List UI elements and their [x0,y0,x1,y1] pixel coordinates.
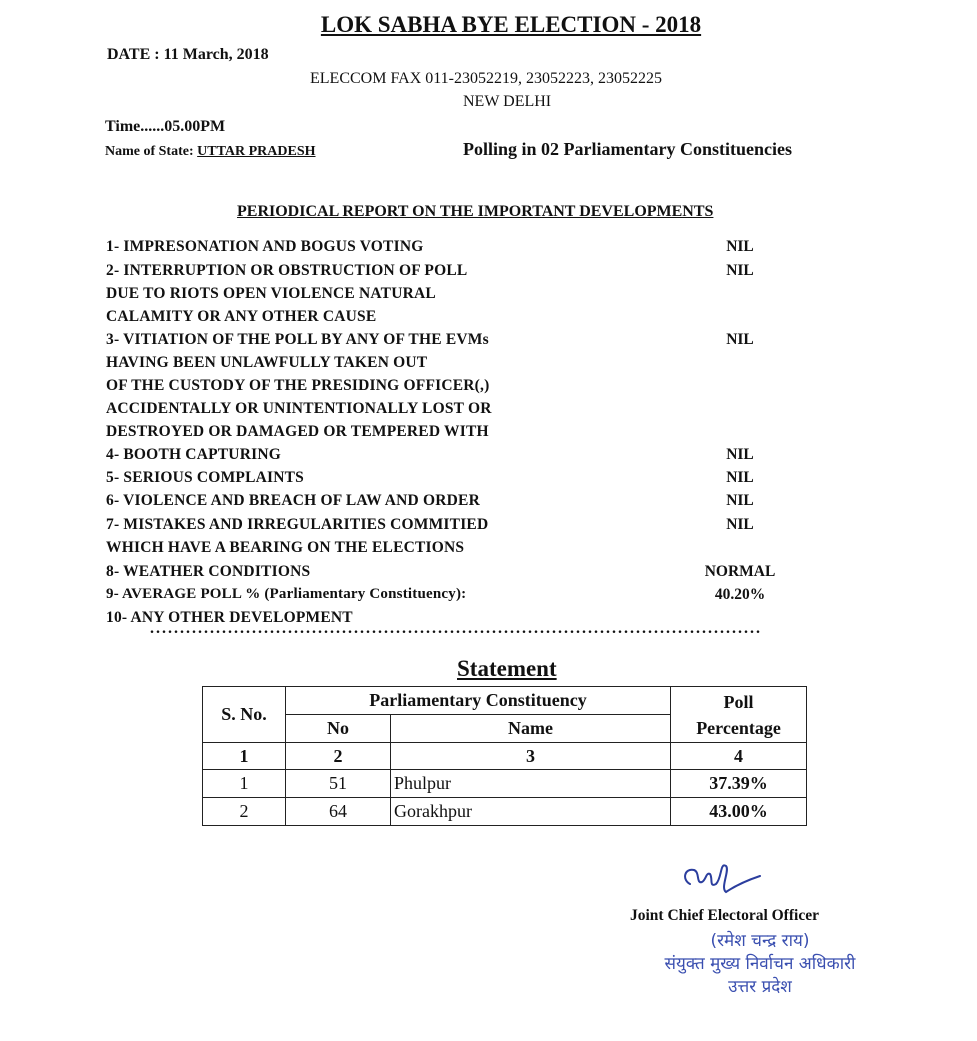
fax-numbers: ELECCOM FAX 011-23052219, 23052223, 23052225 [310,70,662,87]
dotted-separator: ...................................................................................................... [150,620,762,637]
status-value: NIL [726,516,754,533]
row-poll: 43.00% [671,798,807,826]
state-label: Name of State: [105,144,194,159]
page-title: LOK SABHA BYE ELECTION - 2018 [320,12,702,37]
report-line: 2- INTERRUPTION OR OBSTRUCTION OF POLL [106,262,468,279]
state-line [105,144,346,160]
status-value: NIL [726,446,754,463]
report-line: WHICH HAVE A BEARING ON THE ELECTIONS [106,539,465,556]
report-line: DESTROYED OR DAMAGED OR TEMPERED WITH [106,423,489,440]
row-name: Gorakhpur [391,798,671,826]
report-date: DATE : 11 March, 2018 [107,46,269,63]
report-time: Time......05.00PM [105,118,226,135]
officer-title: Joint Chief Electoral Officer [630,907,819,924]
status-value: 40.20% [714,586,766,603]
index-cell: 2 [286,743,391,770]
row-sno: 2 [203,798,286,826]
row-no: 51 [286,770,391,798]
table-row [203,743,807,770]
header-no: No [286,715,391,743]
report-line: 7- MISTAKES AND IRREGULARITIES COMMITIED [106,516,489,533]
table-row [203,770,807,798]
polling-summary: Polling in 02 Parliamentary Constituencies [463,139,792,159]
report-line: 5- SERIOUS COMPLAINTS [106,469,304,486]
row-no: 64 [286,798,391,826]
status-value: NIL [726,262,754,279]
status-value: NIL [726,492,754,509]
status-value: NIL [726,469,754,486]
report-line: 3- VITIATION OF THE POLL BY ANY OF THE EVMs [106,331,489,348]
report-line: HAVING BEEN UNLAWFULLY TAKEN OUT [106,354,428,371]
stamp-name: (रमेश चन्द्र राय) [710,931,810,951]
stamp-state: उत्तर प्रदेश [728,977,792,997]
header-name: Name [391,715,671,743]
state-value: UTTAR PRADESH [197,144,316,159]
row-poll: 37.39% [671,770,807,798]
report-line: 4- BOOTH CAPTURING [106,446,281,463]
report-line: 1- IMPRESONATION AND BOGUS VOTING [106,238,424,255]
report-line: CALAMITY OR ANY OTHER CAUSE [106,308,377,325]
signature-mark [676,858,766,900]
status-value: NORMAL [704,563,776,580]
report-line: 9- AVERAGE POLL % (Parliamentary Constituency): [106,586,467,602]
table-row [203,798,807,826]
official-stamp [655,930,865,1010]
index-cell: 1 [203,743,286,770]
header-constituency: Parliamentary Constituency [286,687,671,715]
header-poll-line1: Poll [723,691,754,712]
report-line: DUE TO RIOTS OPEN VIOLENCE NATURAL [106,285,436,302]
header-sno: S. No. [203,687,286,743]
report-line: ACCIDENTALLY OR UNINTENTIONALLY LOST OR [106,400,492,417]
status-value: NIL [726,331,754,348]
statement-heading: Statement [457,656,557,681]
row-sno: 1 [203,770,286,798]
statement-table [202,686,807,826]
status-value: NIL [726,238,754,255]
index-cell: 3 [391,743,671,770]
row-name: Phulpur [391,770,671,798]
report-line: 8- WEATHER CONDITIONS [106,563,311,580]
index-cell: 4 [671,743,807,770]
city: NEW DELHI [463,93,552,110]
report-line: OF THE CUSTODY OF THE PRESIDING OFFICER(,) [106,377,490,394]
stamp-designation: संयुक्त मुख्य निर्वाचन अधिकारी [664,954,856,974]
header-poll-line2: Percentage [696,717,781,738]
report-line: 6- VIOLENCE AND BREACH OF LAW AND ORDER [106,492,480,509]
header-poll-percentage [671,687,807,743]
report-line: 10- ANY OTHER DEVELOPMENT [106,609,353,626]
report-heading: PERIODICAL REPORT ON THE IMPORTANT DEVELOPMENTS [237,203,714,220]
